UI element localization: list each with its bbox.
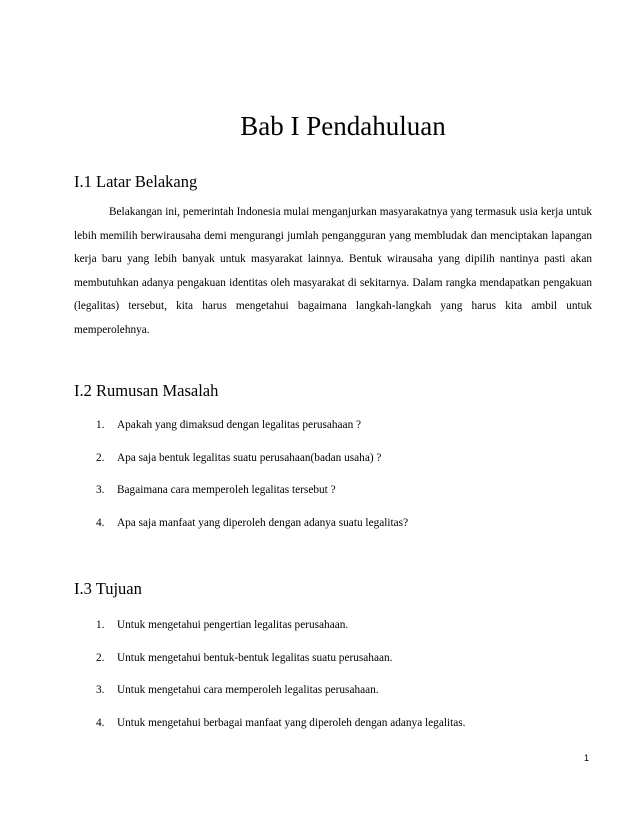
list-item — [96, 715, 596, 748]
background-paragraph: Belakangan ini, pemerintah Indonesia mulai menganjurkan masyarakatnya yang termasuk usia kerja untuk lebih memilih berwirausaha demi mengurangi jumlah pengangguran yang membludak dan menciptakan lapangan kerja baru yang lebih banyak untuk masyarakat lainnya. Bentuk wirausaha yang dipilih nantinya pasti akan membutuhkan adanya pengakuan identitas oleh masyarakat di sekitarnya. Dalam rangka mendapatkan pengakuan (legalitas) tersebut, kita harus mengetahui bagaimana langkah-langkah yang harus kita ambil untuk memperolehnya. — [74, 206, 592, 336]
list-item — [96, 650, 596, 683]
list-item — [96, 417, 596, 450]
list-number: 2. — [96, 651, 105, 664]
chapter-title: Bab I Pendahuluan — [240, 111, 446, 141]
list-item-text: Untuk mengetahui berbagai manfaat yang diperoleh dengan adanya legalitas. — [117, 716, 466, 729]
list-item-text: Apa saja bentuk legalitas suatu perusahaan(badan usaha) ? — [117, 451, 382, 464]
list-number: 2. — [96, 451, 105, 464]
list-item — [96, 515, 596, 548]
list-item-text: Apa saja manfaat yang diperoleh dengan adanya suatu legalitas? — [117, 516, 409, 529]
list-number: 4. — [96, 716, 105, 729]
list-item-text: Untuk mengetahui bentuk-bentuk legalitas suatu perusahaan. — [117, 651, 393, 664]
list-item-text: Untuk mengetahui pengertian legalitas perusahaan. — [117, 619, 349, 631]
list-number: 4. — [96, 516, 105, 529]
problem-list — [96, 417, 596, 547]
list-item-text: Bagaimana cara memperoleh legalitas tersebut ? — [117, 484, 336, 497]
section-heading-latar-belakang: I.1 Latar Belakang — [74, 172, 198, 191]
page-number: 1 — [584, 753, 590, 763]
list-number: 1. — [96, 419, 105, 431]
list-number: 1. — [96, 619, 105, 631]
objective-list — [96, 617, 596, 747]
list-number: 3. — [96, 484, 105, 497]
list-item — [96, 482, 596, 515]
section-heading-rumusan-masalah: I.2 Rumusan Masalah — [74, 381, 219, 400]
list-item-text: Untuk mengetahui cara memperoleh legalitas perusahaan. — [117, 684, 379, 697]
list-item — [96, 617, 596, 650]
list-item-text: Apakah yang dimaksud dengan legalitas perusahaan ? — [117, 419, 362, 431]
list-number: 3. — [96, 684, 105, 697]
list-item — [96, 682, 596, 715]
list-item — [96, 450, 596, 483]
section-heading-tujuan: I.3 Tujuan — [74, 579, 142, 598]
